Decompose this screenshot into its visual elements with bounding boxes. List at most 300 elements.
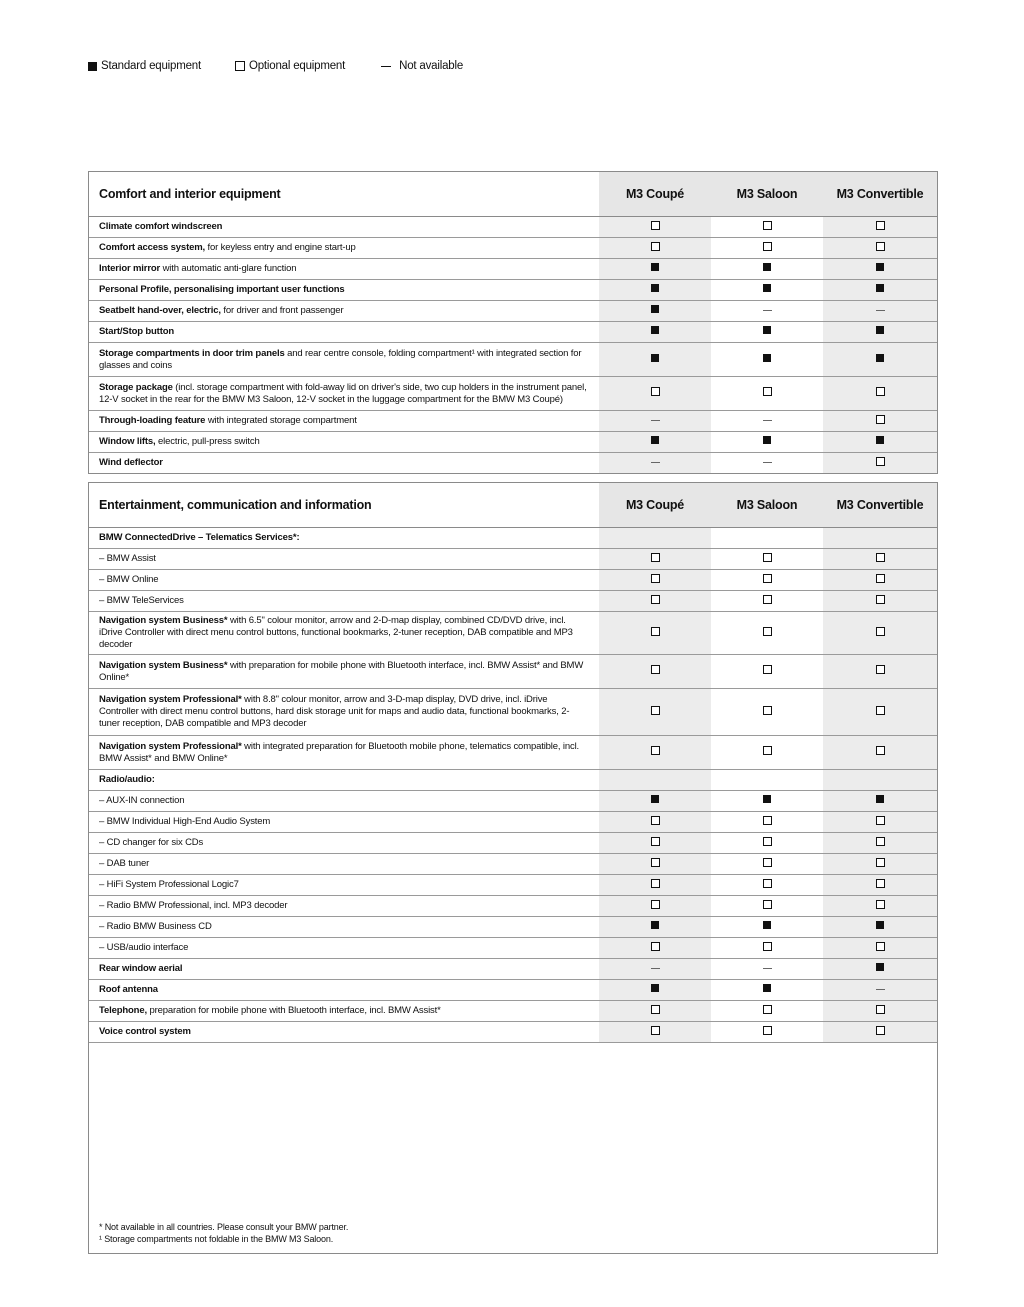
feature-detail: – BMW Individual High-End Audio System xyxy=(99,816,271,827)
legend-standard-label: Standard equipment xyxy=(101,60,201,72)
feature-description xyxy=(89,238,599,259)
feature-name: Voice control system xyxy=(99,1026,191,1037)
standard-equipment-icon xyxy=(763,263,771,271)
feature-detail: – CD changer for six CDs xyxy=(99,837,204,848)
legend-not-available xyxy=(379,60,463,72)
column-header-saloon: M3 Saloon xyxy=(711,483,823,528)
standard-equipment-icon xyxy=(876,284,884,292)
feature-name: Storage compartments in door trim panels xyxy=(99,347,285,359)
availability-cell xyxy=(823,1022,937,1043)
availability-cell xyxy=(599,301,711,322)
standard-equipment-icon xyxy=(651,263,659,271)
feature-detail: with 8.8" colour monitor, arrow and 3-D-map display, DVD drive, incl. iDrive Controller with direct menu control buttons, hard disk storage unit for maps and audio data, functional bookmarks, 2-tuner reception, DAB compatible and MP3 decoder xyxy=(99,694,570,729)
feature-name: Personal Profile, personalising important user functions xyxy=(99,284,345,295)
availability-cell xyxy=(711,980,823,1001)
feature-description xyxy=(89,1001,599,1022)
optional-equipment-icon xyxy=(876,942,885,951)
availability-cell xyxy=(599,612,711,655)
optional-equipment-icon xyxy=(763,574,772,583)
availability-cell xyxy=(711,238,823,259)
feature-description xyxy=(89,280,599,301)
not-available-icon xyxy=(381,66,391,67)
feature-name: Navigation system Business* xyxy=(99,615,228,626)
availability-cell xyxy=(823,377,937,411)
availability-cell xyxy=(599,549,711,570)
availability-cell xyxy=(599,528,711,549)
standard-equipment-icon xyxy=(876,263,884,271)
table-row xyxy=(89,736,937,770)
footnote: ¹ Storage compartments not foldable in the BMW M3 Saloon. xyxy=(99,1234,334,1244)
table-row xyxy=(89,343,937,377)
optional-equipment-icon xyxy=(763,942,772,951)
optional-equipment-icon xyxy=(876,595,885,604)
availability-cell xyxy=(711,217,823,238)
availability-cell xyxy=(823,301,937,322)
optional-equipment-icon xyxy=(651,595,660,604)
availability-cell xyxy=(711,833,823,854)
column-header-convertible: M3 Convertible xyxy=(823,483,937,528)
availability-cell xyxy=(599,917,711,938)
optional-equipment-icon xyxy=(876,242,885,251)
optional-equipment-icon xyxy=(763,221,772,230)
availability-cell xyxy=(711,259,823,280)
availability-cell xyxy=(823,280,937,301)
availability-cell xyxy=(711,791,823,812)
feature-name: Wind deflector xyxy=(99,457,163,468)
optional-equipment-icon xyxy=(763,665,772,674)
optional-equipment-icon xyxy=(651,858,660,867)
table-row xyxy=(89,322,937,343)
availability-cell xyxy=(711,570,823,591)
column-header-saloon: M3 Saloon xyxy=(711,172,823,217)
availability-cell xyxy=(711,301,823,322)
feature-description xyxy=(89,612,599,655)
availability-cell xyxy=(823,854,937,875)
feature-description xyxy=(89,736,599,770)
feature-name: Start/Stop button xyxy=(99,326,175,337)
standard-equipment-icon xyxy=(876,326,884,334)
feature-detail: with integrated storage compartment xyxy=(205,415,357,426)
optional-equipment-icon xyxy=(651,242,660,251)
availability-cell xyxy=(711,549,823,570)
availability-cell xyxy=(823,689,937,736)
feature-description xyxy=(89,301,599,322)
feature-description xyxy=(89,411,599,432)
table-row xyxy=(89,301,937,322)
table-row xyxy=(89,812,937,833)
optional-equipment-icon xyxy=(651,837,660,846)
availability-cell xyxy=(599,343,711,377)
availability-cell xyxy=(823,896,937,917)
availability-cell xyxy=(599,980,711,1001)
optional-equipment-icon xyxy=(651,879,660,888)
legend-optional-label: Optional equipment xyxy=(248,60,346,72)
standard-equipment-icon xyxy=(651,921,659,929)
feature-name: Comfort access system, xyxy=(99,242,206,253)
feature-detail: for driver and front passenger xyxy=(220,305,344,316)
standard-equipment-icon xyxy=(651,984,659,992)
availability-cell xyxy=(711,812,823,833)
availability-cell xyxy=(599,959,711,980)
optional-equipment-icon xyxy=(651,1026,660,1035)
optional-equipment-icon xyxy=(876,900,885,909)
optional-equipment-icon xyxy=(763,706,772,715)
table-row xyxy=(89,1001,937,1022)
feature-name: Storage package xyxy=(99,381,173,393)
feature-name: Telephone, xyxy=(99,1005,147,1016)
feature-description xyxy=(89,655,599,689)
availability-cell xyxy=(711,1022,823,1043)
availability-cell xyxy=(823,980,937,1001)
table-row xyxy=(89,980,937,1001)
availability-cell xyxy=(711,959,823,980)
standard-equipment-icon xyxy=(763,984,771,992)
availability-cell xyxy=(599,791,711,812)
feature-detail: with 6.5" colour monitor, arrow and 2-D-map display, combined CD/DVD drive, incl. iDrive Controller with direct menu control buttons, functional bookmarks, 2-tuner reception, DAB compatible and MP3 decoder xyxy=(99,615,573,650)
optional-equipment-icon xyxy=(876,816,885,825)
optional-equipment-icon xyxy=(651,942,660,951)
availability-cell xyxy=(823,917,937,938)
table-row xyxy=(89,875,937,896)
availability-cell xyxy=(599,689,711,736)
feature-description xyxy=(89,528,599,549)
table-row xyxy=(89,377,937,411)
availability-cell xyxy=(823,959,937,980)
availability-cell xyxy=(711,612,823,655)
feature-detail: with integrated preparation for Bluetooth mobile phone, telematics compatible, incl. BMW Assist* and BMW Online* xyxy=(99,740,580,764)
optional-equipment-icon xyxy=(876,879,885,888)
feature-description xyxy=(89,959,599,980)
feature-description xyxy=(89,854,599,875)
table-row xyxy=(89,411,937,432)
optional-equipment-icon xyxy=(876,221,885,230)
feature-name: Navigation system Professional* xyxy=(99,740,242,752)
availability-cell xyxy=(599,833,711,854)
availability-cell xyxy=(823,833,937,854)
feature-detail: – USB/audio interface xyxy=(99,942,189,953)
table-row xyxy=(89,655,937,689)
optional-equipment-icon xyxy=(876,457,885,466)
optional-equipment-icon xyxy=(763,858,772,867)
optional-equipment-icon xyxy=(763,746,772,755)
availability-cell xyxy=(823,343,937,377)
availability-cell xyxy=(711,854,823,875)
optional-equipment-icon xyxy=(651,627,660,636)
feature-detail: preparation for mobile phone with Bluetooth interface, incl. BMW Assist* xyxy=(146,1005,441,1016)
availability-cell xyxy=(711,896,823,917)
availability-cell xyxy=(599,570,711,591)
availability-cell xyxy=(823,238,937,259)
availability-cell xyxy=(599,411,711,432)
feature-detail: – AUX-IN connection xyxy=(99,795,185,806)
feature-description xyxy=(89,377,599,411)
table-row xyxy=(89,917,937,938)
feature-detail: – Radio BMW Business CD xyxy=(99,921,212,932)
availability-cell xyxy=(823,875,937,896)
availability-cell xyxy=(711,343,823,377)
feature-name: Through-loading feature xyxy=(99,415,206,426)
feature-description xyxy=(89,1022,599,1043)
feature-description xyxy=(89,453,599,474)
entertainment-equipment-table xyxy=(88,482,938,1254)
standard-equipment-icon xyxy=(651,305,659,313)
not-available-icon xyxy=(763,420,772,421)
optional-equipment-icon xyxy=(876,858,885,867)
feature-description xyxy=(89,259,599,280)
optional-equipment-icon xyxy=(763,879,772,888)
availability-cell xyxy=(599,591,711,612)
not-available-icon xyxy=(651,968,660,969)
feature-name: Interior mirror xyxy=(99,263,161,274)
not-available-icon xyxy=(763,968,772,969)
standard-equipment-icon xyxy=(88,62,97,71)
availability-cell xyxy=(823,453,937,474)
feature-name: Radio/audio: xyxy=(99,774,155,785)
optional-equipment-icon xyxy=(876,665,885,674)
table-row xyxy=(89,854,937,875)
feature-detail: – Radio BMW Professional, incl. MP3 decoder xyxy=(99,900,288,911)
availability-cell xyxy=(711,280,823,301)
feature-detail: with preparation for mobile phone with Bluetooth interface, incl. BMW Assist* and BMW Online* xyxy=(99,659,584,683)
feature-detail: and rear centre console, folding compartment¹ with integrated section for glasses and coins xyxy=(99,347,582,371)
section-title: Comfort and interior equipment xyxy=(89,172,599,217)
feature-description xyxy=(89,770,599,791)
feature-description xyxy=(89,980,599,1001)
availability-cell xyxy=(599,1022,711,1043)
optional-equipment-icon xyxy=(876,706,885,715)
availability-cell xyxy=(711,1001,823,1022)
availability-cell xyxy=(711,411,823,432)
optional-equipment-icon xyxy=(651,665,660,674)
feature-name: Window lifts, xyxy=(99,436,156,447)
feature-name: Navigation system Business* xyxy=(99,659,228,671)
optional-equipment-icon xyxy=(651,574,660,583)
optional-equipment-icon xyxy=(763,553,772,562)
availability-cell xyxy=(711,938,823,959)
availability-cell xyxy=(711,322,823,343)
table-row xyxy=(89,896,937,917)
legend xyxy=(88,60,497,72)
feature-name: Rear window aerial xyxy=(99,963,183,974)
availability-cell xyxy=(599,259,711,280)
availability-cell xyxy=(823,1001,937,1022)
availability-cell xyxy=(599,938,711,959)
standard-equipment-icon xyxy=(876,354,884,362)
availability-cell xyxy=(823,770,937,791)
availability-cell xyxy=(823,570,937,591)
legend-standard xyxy=(88,60,201,72)
optional-equipment-icon xyxy=(876,387,885,396)
not-available-icon xyxy=(763,462,772,463)
standard-equipment-icon xyxy=(876,963,884,971)
feature-name: Seatbelt hand-over, electric, xyxy=(99,305,221,316)
feature-description xyxy=(89,875,599,896)
availability-cell xyxy=(823,217,937,238)
feature-detail: – BMW Assist xyxy=(99,553,156,564)
optional-equipment-icon xyxy=(763,595,772,604)
table-row xyxy=(89,612,937,655)
table-row xyxy=(89,1022,937,1043)
column-header-coupe: M3 Coupé xyxy=(599,172,711,217)
availability-cell xyxy=(599,377,711,411)
availability-cell xyxy=(823,259,937,280)
availability-cell xyxy=(711,432,823,453)
table-row xyxy=(89,238,937,259)
footnotes xyxy=(99,1221,348,1245)
availability-cell xyxy=(823,736,937,770)
standard-equipment-icon xyxy=(651,354,659,362)
table-row xyxy=(89,432,937,453)
availability-cell xyxy=(823,791,937,812)
availability-cell xyxy=(599,736,711,770)
table-header-row xyxy=(89,172,937,217)
availability-cell xyxy=(711,689,823,736)
availability-cell xyxy=(711,875,823,896)
availability-cell xyxy=(823,549,937,570)
optional-equipment-icon xyxy=(763,837,772,846)
availability-cell xyxy=(711,655,823,689)
table-row xyxy=(89,770,937,791)
feature-description xyxy=(89,570,599,591)
optional-equipment-icon xyxy=(876,1005,885,1014)
optional-equipment-icon xyxy=(651,900,660,909)
table-row xyxy=(89,453,937,474)
optional-equipment-icon xyxy=(763,900,772,909)
optional-equipment-icon xyxy=(763,627,772,636)
availability-cell xyxy=(823,411,937,432)
feature-description xyxy=(89,791,599,812)
optional-equipment-icon xyxy=(876,627,885,636)
table-row xyxy=(89,528,937,549)
availability-cell xyxy=(599,655,711,689)
standard-equipment-icon xyxy=(763,436,771,444)
feature-description xyxy=(89,833,599,854)
table-row xyxy=(89,549,937,570)
standard-equipment-icon xyxy=(763,354,771,362)
availability-cell xyxy=(711,453,823,474)
standard-equipment-icon xyxy=(763,795,771,803)
availability-cell xyxy=(823,612,937,655)
availability-cell xyxy=(823,938,937,959)
availability-cell xyxy=(711,377,823,411)
standard-equipment-icon xyxy=(763,284,771,292)
not-available-icon xyxy=(876,989,885,990)
availability-cell xyxy=(599,238,711,259)
optional-equipment-icon xyxy=(876,415,885,424)
availability-cell xyxy=(599,854,711,875)
optional-equipment-icon xyxy=(763,387,772,396)
availability-cell xyxy=(599,432,711,453)
feature-description xyxy=(89,689,599,736)
standard-equipment-icon xyxy=(651,326,659,334)
availability-cell xyxy=(599,875,711,896)
availability-cell xyxy=(599,1001,711,1022)
optional-equipment-icon xyxy=(651,221,660,230)
availability-cell xyxy=(823,812,937,833)
optional-equipment-icon xyxy=(235,61,245,71)
standard-equipment-icon xyxy=(876,436,884,444)
feature-description xyxy=(89,812,599,833)
table-row xyxy=(89,570,937,591)
optional-equipment-icon xyxy=(876,574,885,583)
not-available-icon xyxy=(651,462,660,463)
availability-cell xyxy=(599,217,711,238)
optional-equipment-icon xyxy=(651,1005,660,1014)
optional-equipment-icon xyxy=(651,387,660,396)
optional-equipment-icon xyxy=(651,706,660,715)
feature-description xyxy=(89,217,599,238)
column-header-convertible: M3 Convertible xyxy=(823,172,937,217)
feature-description xyxy=(89,917,599,938)
table-row xyxy=(89,689,937,736)
availability-cell xyxy=(711,591,823,612)
availability-cell xyxy=(599,812,711,833)
not-available-icon xyxy=(876,310,885,311)
feature-detail: electric, pull-press switch xyxy=(155,436,260,447)
table-row xyxy=(89,959,937,980)
standard-equipment-icon xyxy=(651,436,659,444)
comfort-equipment-table xyxy=(88,171,938,474)
standard-equipment-icon xyxy=(763,921,771,929)
availability-cell xyxy=(823,655,937,689)
table-row xyxy=(89,833,937,854)
feature-detail: (incl. storage compartment with fold-away lid on driver's side, two cup holders in the instrument panel, 12-V socket in the rear for the BMW M3 Saloon, 12-V socket in the luggage compartment for the BMW M3 Coupé) xyxy=(99,381,587,405)
standard-equipment-icon xyxy=(651,284,659,292)
optional-equipment-icon xyxy=(876,1026,885,1035)
feature-detail: with automatic anti-glare function xyxy=(160,263,297,274)
feature-name: BMW ConnectedDrive – Telematics Services*: xyxy=(99,532,300,543)
optional-equipment-icon xyxy=(763,816,772,825)
optional-equipment-icon xyxy=(763,1026,772,1035)
availability-cell xyxy=(711,736,823,770)
table-row xyxy=(89,280,937,301)
optional-equipment-icon xyxy=(876,746,885,755)
feature-description xyxy=(89,343,599,377)
feature-description xyxy=(89,432,599,453)
table-row xyxy=(89,791,937,812)
feature-name: Navigation system Professional* xyxy=(99,694,242,705)
table-row xyxy=(89,259,937,280)
table-row xyxy=(89,217,937,238)
availability-cell xyxy=(823,432,937,453)
feature-description xyxy=(89,938,599,959)
feature-name: Climate comfort windscreen xyxy=(99,221,223,232)
not-available-icon xyxy=(651,420,660,421)
standard-equipment-icon xyxy=(651,795,659,803)
feature-description xyxy=(89,591,599,612)
legend-optional xyxy=(235,60,345,72)
feature-detail: – BMW Online xyxy=(99,574,159,585)
section-title: Entertainment, communication and information xyxy=(89,483,599,528)
not-available-icon xyxy=(763,310,772,311)
availability-cell xyxy=(823,528,937,549)
availability-cell xyxy=(599,770,711,791)
column-header-coupe: M3 Coupé xyxy=(599,483,711,528)
feature-name: Roof antenna xyxy=(99,984,158,995)
footnote: * Not available in all countries. Please consult your BMW partner. xyxy=(99,1222,349,1232)
table-row xyxy=(89,591,937,612)
availability-cell xyxy=(711,528,823,549)
optional-equipment-icon xyxy=(763,242,772,251)
availability-cell xyxy=(823,322,937,343)
feature-description xyxy=(89,322,599,343)
availability-cell xyxy=(599,322,711,343)
optional-equipment-icon xyxy=(876,553,885,562)
optional-equipment-icon xyxy=(876,837,885,846)
feature-detail: – BMW TeleServices xyxy=(99,595,184,606)
standard-equipment-icon xyxy=(876,795,884,803)
table-row xyxy=(89,938,937,959)
